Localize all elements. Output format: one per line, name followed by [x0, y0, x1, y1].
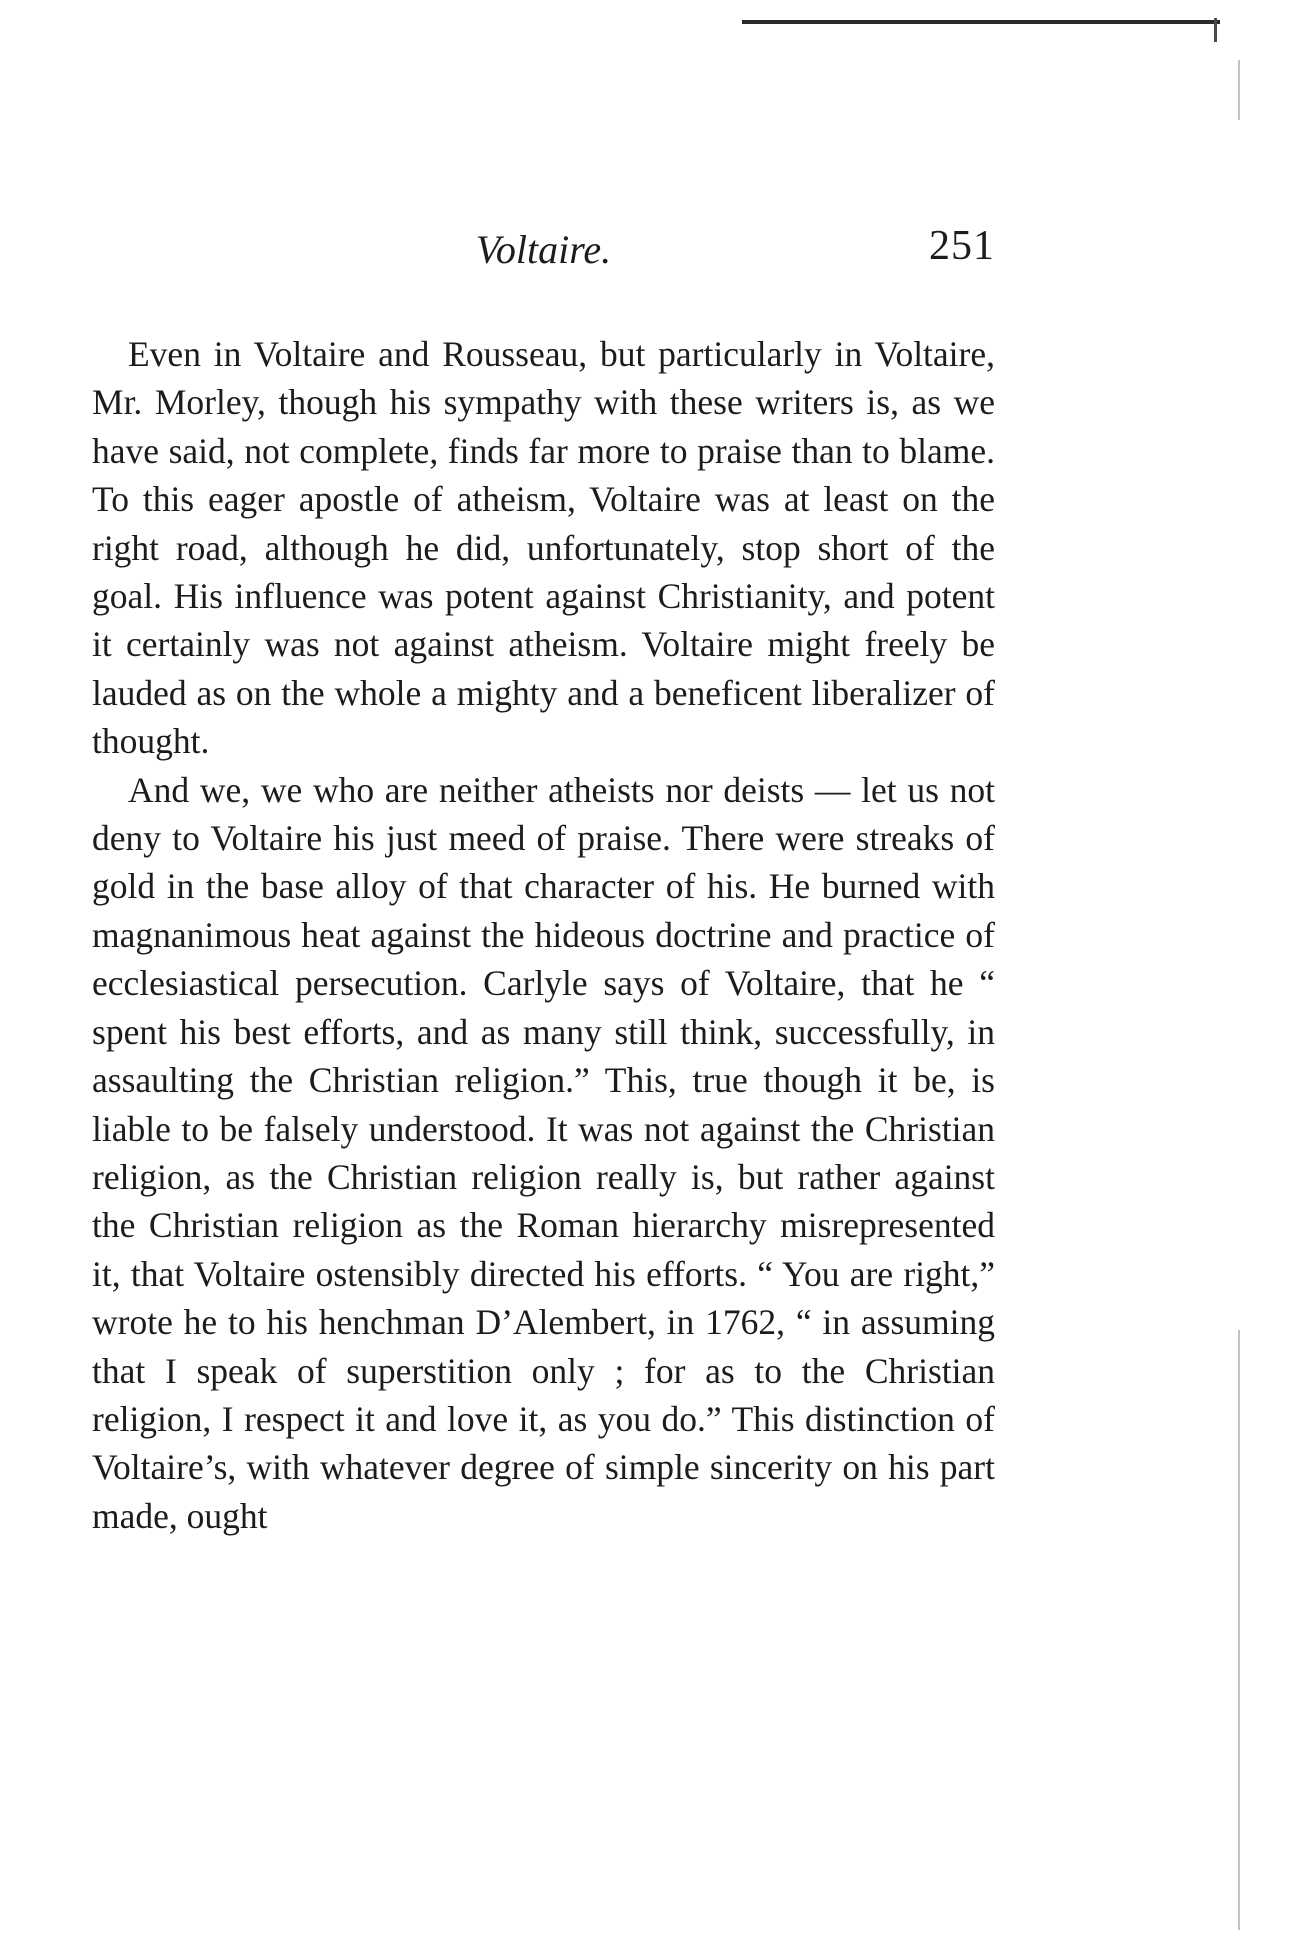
book-page — [92, 222, 995, 1540]
top-rule-decoration — [742, 20, 1220, 24]
running-title: Voltaire. — [475, 227, 612, 272]
page-number: 251 — [929, 223, 995, 269]
page-edge-mark — [1238, 1330, 1240, 1930]
top-rule-tail-decoration — [1214, 18, 1217, 42]
paragraph: And we, we who are neither atheists nor deists — let us not deny to Voltaire his just meed of praise. There were streaks of gold in the base alloy of that character of his. He burned with magnanimous heat against the hideous doctrine and practice of ecclesiastical persecution. Carlyle says of Voltaire, that he “ spent his best efforts, and as many still think, successfully, in assaulting the Christian religion.” This, true though it be, is liable to be falsely understood. It was not against the Christian religion, as the Christian religion really is, but rather against the Christian religion as the Roman hierarchy misrepresented it, that Voltaire ostensibly directed his efforts. “ You are right,” wrote he to his henchman D’Alembert, in 1762, “ in assuming that I speak of superstition only ; for as to the Christian religion, I respect it and love it, as you do.” This distinction of Voltaire’s, with whatever degree of simple sincerity on his part made, ought — [92, 769, 995, 1536]
paragraph: Even in Voltaire and Rousseau, but particularly in Voltaire, Mr. Morley, though his sympathy with these writers is, as we have said, not complete, finds far more to praise than to blame. To this eager apostle of atheism, Voltaire was at least on the right road, although he did, unfortunately, stop short of the goal. His influence was potent against Christianity, and potent it certainly was not against atheism. Voltaire might freely be lauded as on the whole a mighty and a beneficent liberalizer of thought. — [92, 334, 995, 762]
running-head — [92, 222, 995, 282]
body-text — [92, 330, 995, 1540]
page-edge-mark — [1238, 60, 1240, 120]
